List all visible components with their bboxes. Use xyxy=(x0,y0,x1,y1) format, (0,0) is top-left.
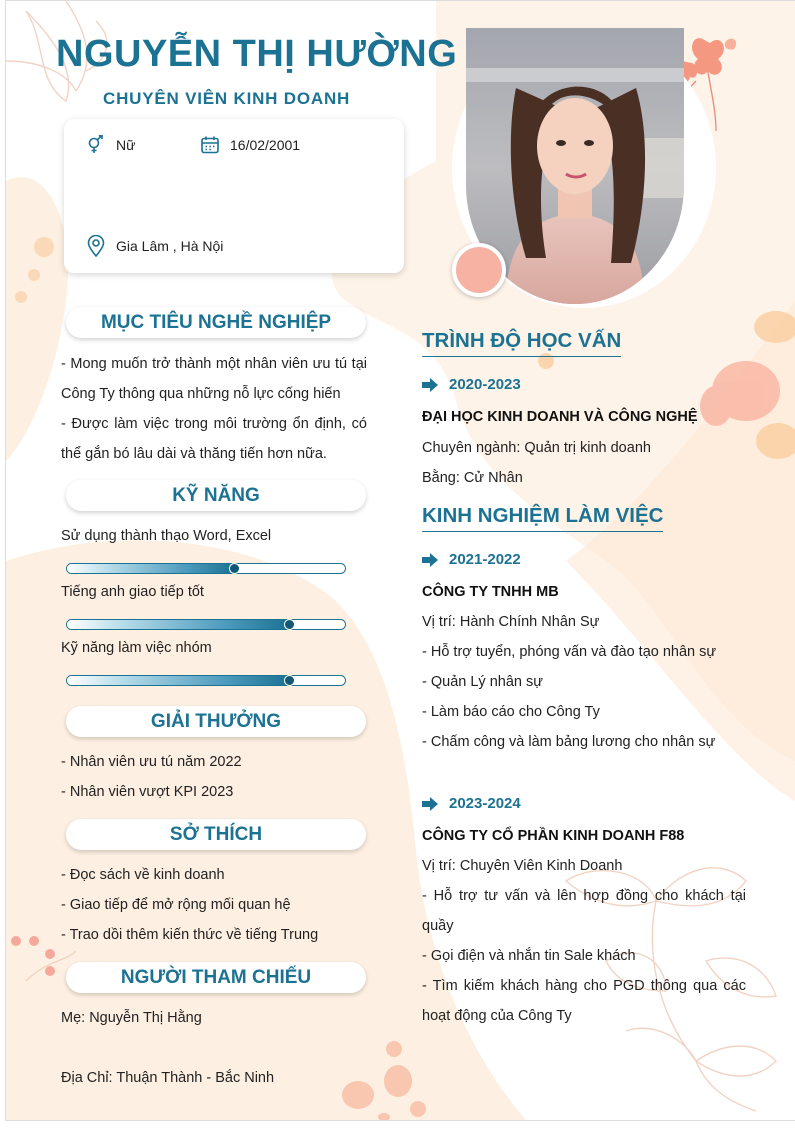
arrow-right-icon xyxy=(422,378,438,392)
hobby-item: - Đọc sách về kinh doanh xyxy=(61,867,225,883)
education-school: ĐẠI HỌC KINH DOANH VÀ CÔNG NGHỆ xyxy=(422,409,698,425)
skill-bar xyxy=(66,563,346,574)
hobby-item: - Giao tiếp để mở rộng mối quan hệ xyxy=(61,897,291,913)
award-item: - Nhân viên ưu tú năm 2022 xyxy=(61,754,242,770)
education-period xyxy=(422,376,521,393)
skill-label: Sử dụng thành thạo Word, Excel xyxy=(61,528,272,544)
skill-bar-fill xyxy=(67,676,289,685)
education-period-text: 2020-2023 xyxy=(449,376,521,393)
candidate-position: CHUYÊN VIÊN KINH DOANH xyxy=(103,89,351,108)
skill-bar-knob xyxy=(284,675,295,686)
address-value: Gia Lâm , Hà Nội xyxy=(116,238,224,254)
job-role: Vị trí: Chuyên Viên Kinh Doanh xyxy=(422,858,623,874)
awards-heading: GIẢI THƯỞNG xyxy=(66,706,366,737)
resume-page xyxy=(5,0,795,1121)
photo-accent-dot xyxy=(452,243,506,297)
reference-person: Mẹ: Nguyễn Thị Hằng xyxy=(61,1010,202,1026)
birthday-row xyxy=(200,135,300,155)
gender-value: Nữ xyxy=(116,137,136,153)
education-major: Chuyên ngành: Quản trị kinh doanh xyxy=(422,440,651,456)
objective-line: - Được làm việc trong môi trường ổn định, có thể gắn bó lâu dài và thăng tiến hơn nữa. xyxy=(61,416,367,462)
skills-heading: KỸ NĂNG xyxy=(66,480,366,511)
job-duty: - Hỗ trợ tuyển, phóng vấn và đào tạo nhân sự xyxy=(422,644,717,660)
contact-card xyxy=(64,119,404,273)
job-duty: - Làm báo cáo cho Công Ty xyxy=(422,704,600,720)
job-duty: - Quản Lý nhân sự xyxy=(422,674,543,690)
objective-line: - Mong muốn trở thành một nhân viên ưu tú tại Công Ty thông qua những nỗ lực cống hiến xyxy=(61,356,367,402)
job-company: CÔNG TY CỔ PHẦN KINH DOANH F88 xyxy=(422,828,685,844)
references-heading: NGƯỜI THAM CHIẾU xyxy=(66,962,366,993)
job-period-text: 2023-2024 xyxy=(449,795,521,812)
skill-bar-fill xyxy=(67,620,289,629)
skill-bar-fill xyxy=(67,564,234,573)
location-pin-icon xyxy=(86,235,106,257)
job-company: CÔNG TY TNHH MB xyxy=(422,584,559,600)
skill-bar-knob xyxy=(284,619,295,630)
job-role: Vị trí: Hành Chính Nhân Sự xyxy=(422,614,600,630)
job-period-text: 2021-2022 xyxy=(449,551,521,568)
job-duty: - Tìm kiếm khách hàng cho PGD thông qua các hoạt động của Công Ty xyxy=(422,978,746,1024)
job-duty: - Chấm công và làm bảng lương cho nhân sự xyxy=(422,734,716,750)
birthday-value: 16/02/2001 xyxy=(230,137,301,153)
gender-icon xyxy=(86,135,106,155)
education-degree: Bằng: Cử Nhân xyxy=(422,470,523,486)
skill-bar-knob xyxy=(229,563,240,574)
reference-address: Địa Chỉ: Thuận Thành - Bắc Ninh xyxy=(61,1070,275,1086)
arrow-right-icon xyxy=(422,797,438,811)
skill-bar xyxy=(66,619,346,630)
job-duty: - Hỗ trợ tư vấn và lên hợp đồng cho khách tại quầy xyxy=(422,888,746,934)
job-period xyxy=(422,795,521,812)
hobby-item: - Trao dồi thêm kiến thức về tiếng Trung xyxy=(61,927,319,943)
skill-label: Kỹ năng làm việc nhóm xyxy=(61,640,212,656)
job-period xyxy=(422,551,521,568)
job-duty: - Gọi điện và nhắn tin Sale khách xyxy=(422,948,636,964)
objective-heading: MỤC TIÊU NGHỀ NGHIỆP xyxy=(66,307,366,338)
address-row xyxy=(86,235,223,257)
skill-label: Tiếng anh giao tiếp tốt xyxy=(61,584,204,600)
education-heading: TRÌNH ĐỘ HỌC VẤN xyxy=(422,329,621,357)
calendar-icon xyxy=(200,135,220,155)
experience-heading: KINH NGHIỆM LÀM VIỆC xyxy=(422,504,663,532)
hobbies-heading: SỞ THÍCH xyxy=(66,819,366,850)
skill-bar xyxy=(66,675,346,686)
gender-row xyxy=(86,135,135,155)
candidate-name: NGUYỄN THỊ HƯỜNG xyxy=(56,33,458,75)
arrow-right-icon xyxy=(422,553,438,567)
award-item: - Nhân viên vượt KPI 2023 xyxy=(61,784,234,800)
